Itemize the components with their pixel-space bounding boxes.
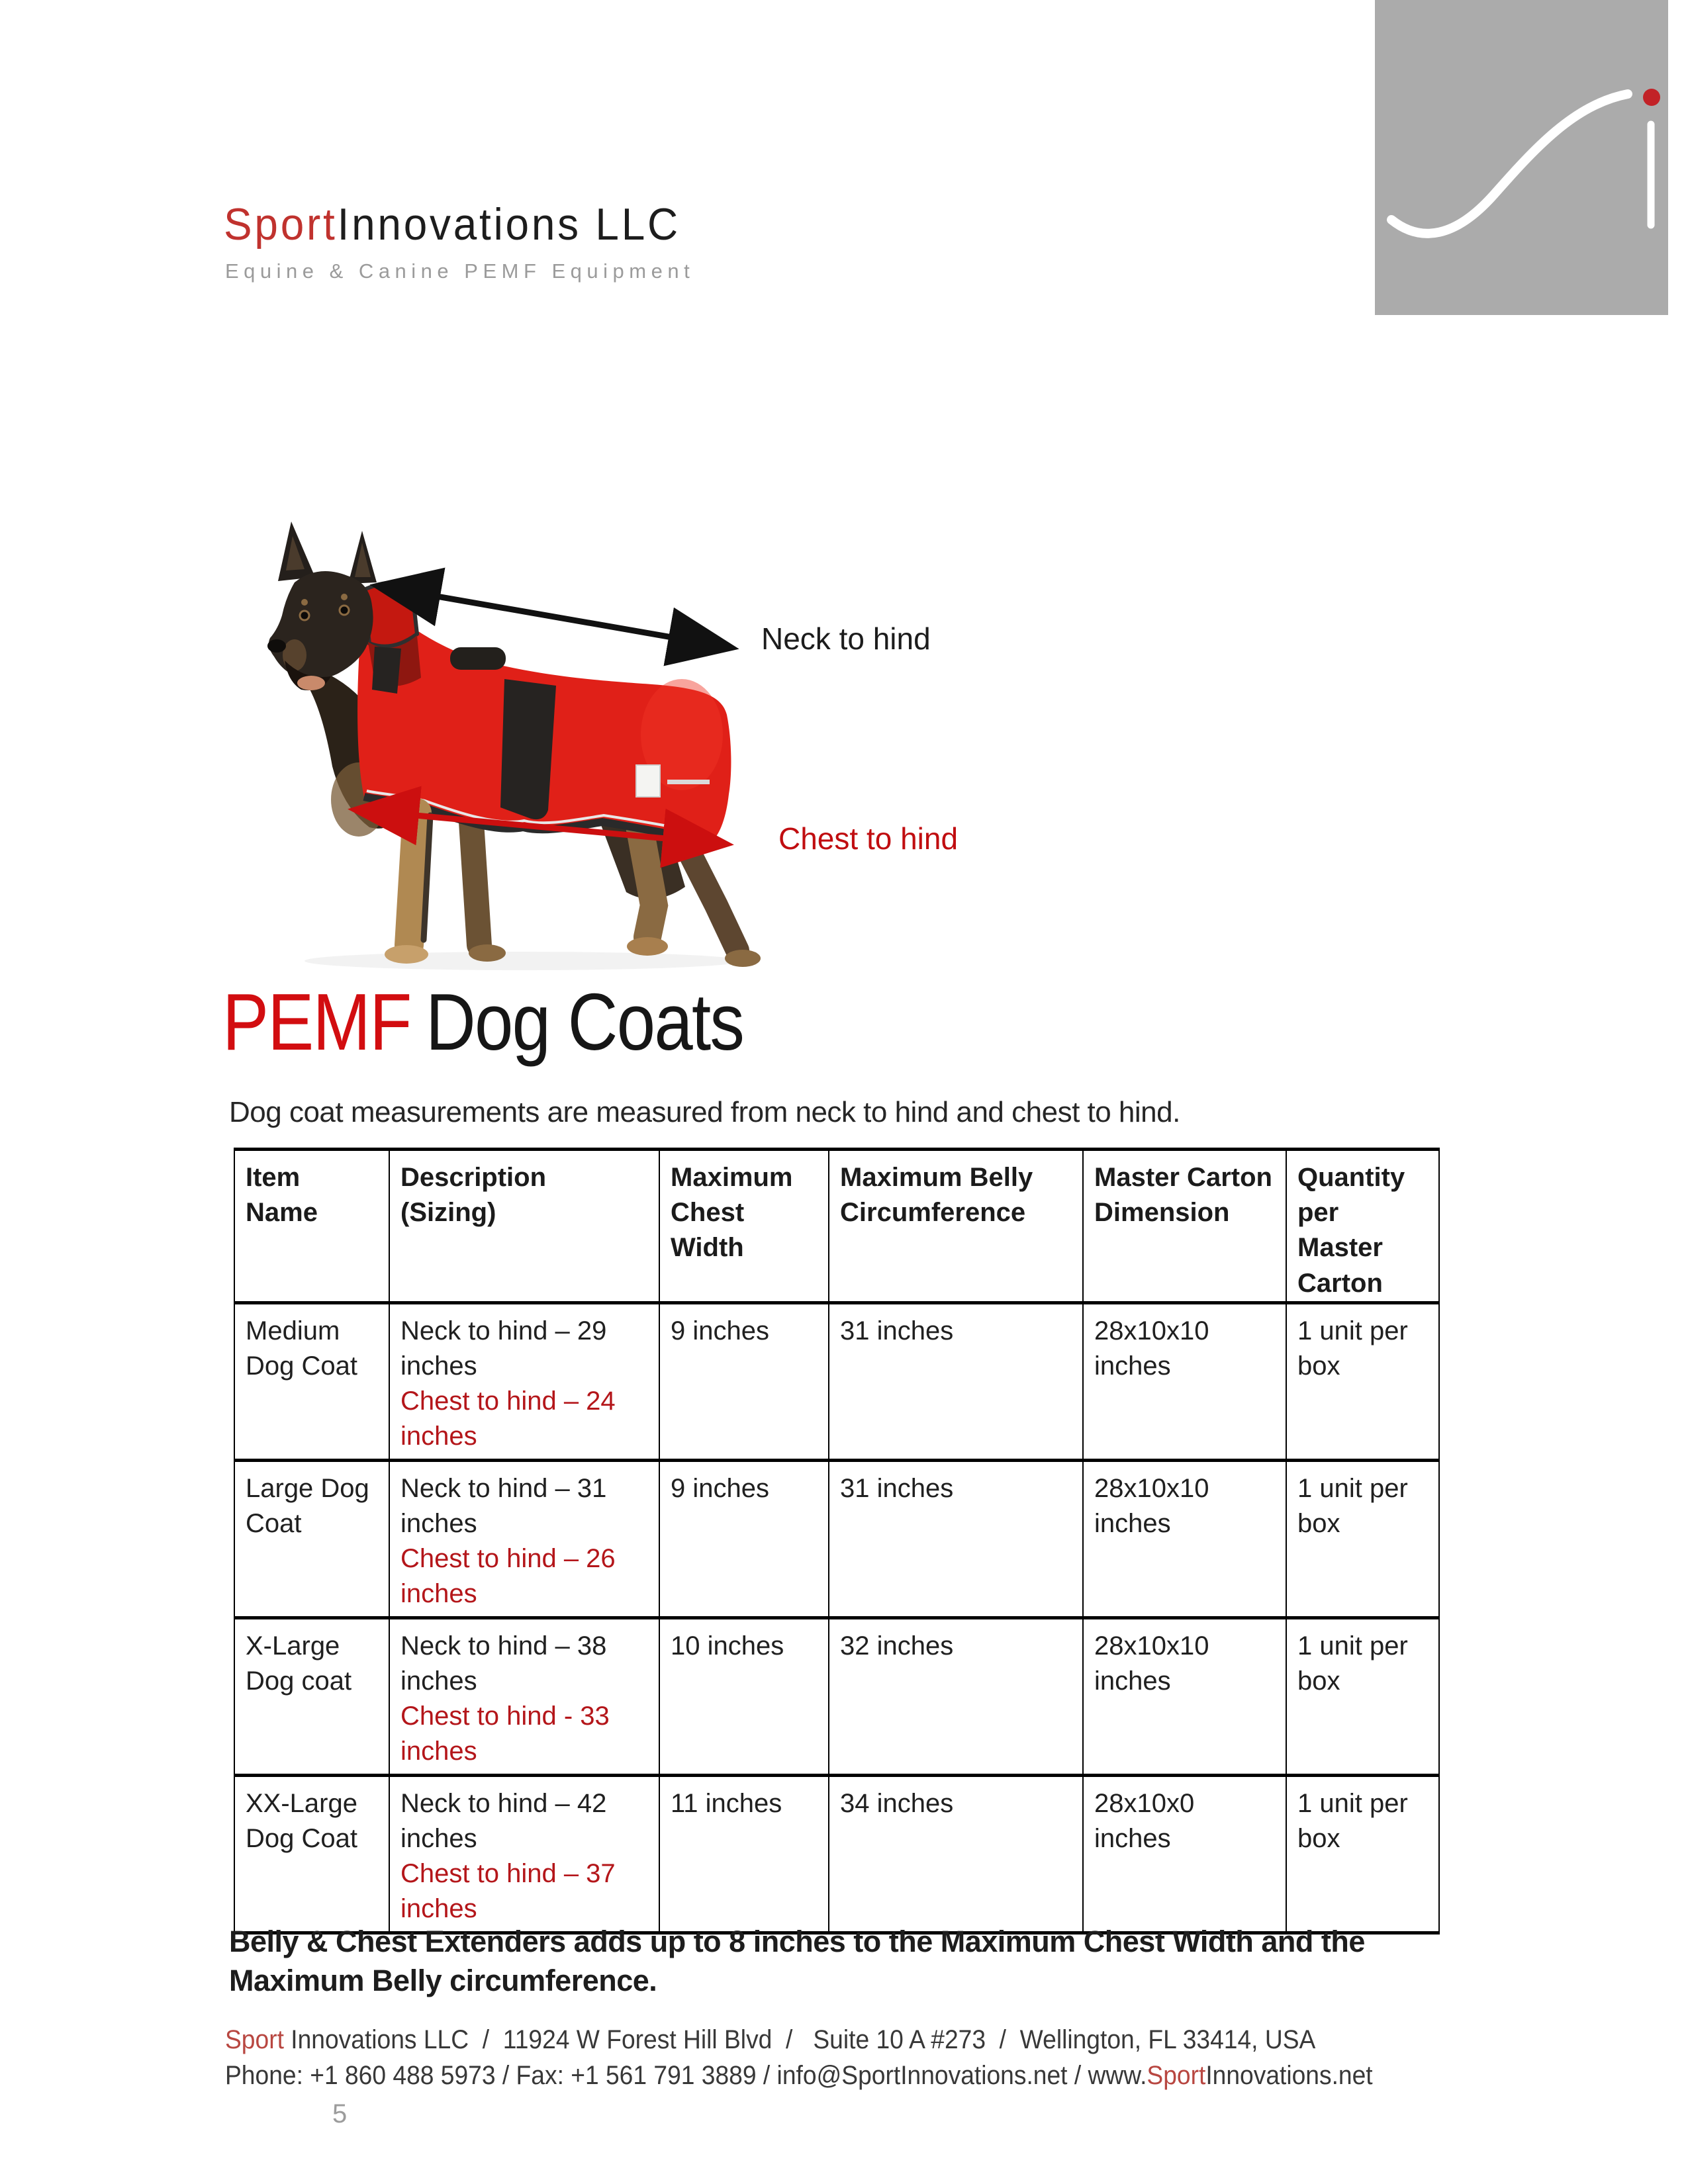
desc-neck: Neck to hind – 42 inches	[400, 1788, 607, 1853]
footer-address-rest: Innovations LLC / 11924 W Forest Hill Blvd / Suite 10 A #273 / Wellington, FL 33414, USA	[283, 2025, 1316, 2054]
si-curve-icon	[1375, 0, 1668, 315]
cell-description	[389, 1775, 659, 1933]
cell-chest: 9 inches	[659, 1460, 829, 1617]
page-title	[222, 976, 743, 1068]
footer-contact-line	[225, 2058, 1373, 2093]
extenders-note: Belly & Chest Extenders adds up to 8 inches to the Maximum Chest Width and the Maximum Belly circumference.	[229, 1925, 1365, 1997]
desc-chest: Chest to hind - 33 inches	[400, 1702, 610, 1766]
cell-qty: 1 unit per box	[1286, 1460, 1439, 1617]
desc-neck: Neck to hind – 29 inches	[400, 1316, 607, 1381]
footer-contact-post: Innovations.net	[1205, 2061, 1373, 2090]
cell-belly: 32 inches	[829, 1617, 1083, 1775]
cell-item: XX-Large Dog Coat	[234, 1775, 389, 1933]
brand-sport: Sport	[224, 199, 338, 250]
brand-innovations: Innovations LLC	[337, 199, 680, 250]
cell-description	[389, 1302, 659, 1460]
sizing-table	[234, 1148, 1440, 1934]
cell-chest: 10 inches	[659, 1617, 829, 1775]
cell-carton: 28x10x0 inches	[1083, 1775, 1286, 1933]
cell-qty: 1 unit per box	[1286, 1302, 1439, 1460]
col-header-carton-dimension: Master Carton Dimension	[1083, 1150, 1286, 1303]
cell-chest: 11 inches	[659, 1775, 829, 1933]
desc-chest: Chest to hind – 26 inches	[400, 1544, 616, 1609]
page-number: 5	[332, 2099, 348, 2128]
desc-neck: Neck to hind – 31 inches	[400, 1473, 607, 1538]
footer-www-sport-red: Sport	[1147, 2061, 1206, 2090]
cell-item: X-Large Dog coat	[234, 1617, 389, 1775]
cell-chest: 9 inches	[659, 1302, 829, 1460]
chest-to-hind-label: Chest to hind	[778, 821, 959, 856]
table-row	[234, 1302, 1439, 1460]
cell-belly: 34 inches	[829, 1775, 1083, 1933]
cell-qty: 1 unit per box	[1286, 1775, 1439, 1933]
cell-carton: 28x10x10 inches	[1083, 1617, 1286, 1775]
footer-address-line	[225, 2022, 1373, 2058]
table-row	[234, 1460, 1439, 1617]
footer-sport-red: Sport	[225, 2025, 284, 2054]
table-row	[234, 1617, 1439, 1775]
cell-qty: 1 unit per box	[1286, 1617, 1439, 1775]
col-header-chest-width: Maximum Chest Width	[659, 1150, 829, 1303]
page-title-pemf: PEMF	[222, 977, 411, 1067]
table-header-row	[234, 1150, 1439, 1303]
cell-carton: 28x10x10 inches	[1083, 1460, 1286, 1617]
desc-neck: Neck to hind – 38 inches	[400, 1631, 607, 1696]
cell-belly: 31 inches	[829, 1460, 1083, 1617]
intro-text: Dog coat measurements are measured from neck to hind and chest to hind.	[229, 1096, 1180, 1128]
brand-logo-icon	[1375, 0, 1668, 315]
cell-item: Medium Dog Coat	[234, 1302, 389, 1460]
brand-tagline: Equine & Canine PEMF Equipment	[225, 259, 695, 283]
col-header-belly-circumference: Maximum Belly Circumference	[829, 1150, 1083, 1303]
desc-chest: Chest to hind – 37 inches	[400, 1859, 616, 1924]
table-row	[234, 1775, 1439, 1933]
col-header-description: Description (Sizing)	[389, 1150, 659, 1303]
brand-wordmark	[224, 199, 680, 250]
col-header-item-name: Item Name	[234, 1150, 389, 1303]
dog-photo	[258, 516, 768, 973]
col-header-quantity: Quantity per Master Carton	[1286, 1150, 1439, 1303]
footer-contact-pre: Phone: +1 860 488 5973 / Fax: +1 561 791 3889 / info@SportInnovations.net / www.	[225, 2061, 1147, 2090]
cell-belly: 31 inches	[829, 1302, 1083, 1460]
cell-description	[389, 1460, 659, 1617]
page-title-dog-coats: Dog Coats	[425, 977, 744, 1067]
desc-chest: Chest to hind – 24 inches	[400, 1387, 616, 1451]
cell-item: Large Dog Coat	[234, 1460, 389, 1617]
cell-carton: 28x10x10 inches	[1083, 1302, 1286, 1460]
neck-to-hind-label: Neck to hind	[761, 621, 931, 656]
footer	[225, 2022, 1373, 2093]
cell-description	[389, 1617, 659, 1775]
